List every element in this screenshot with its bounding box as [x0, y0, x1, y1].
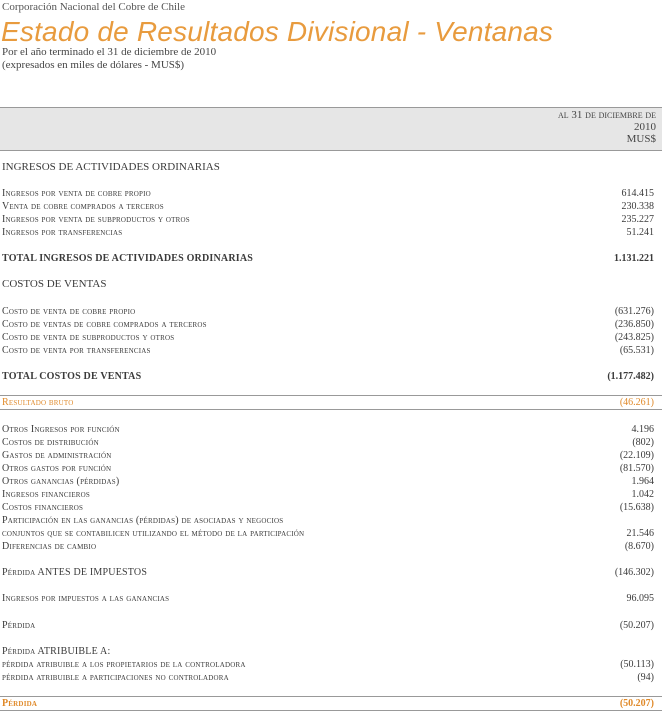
table-row — [0, 318, 662, 331]
row-label: Diferencias de cambio — [2, 541, 97, 552]
row-label: Costos de distribución — [2, 437, 99, 448]
table-row — [0, 619, 662, 632]
row-value: 614.415 — [621, 188, 654, 199]
row-label: Ingresos financieros — [2, 489, 91, 500]
table-row — [0, 592, 662, 605]
row-label: COSTOS DE VENTAS — [2, 278, 107, 290]
row-value: 230.338 — [621, 201, 654, 212]
row-value: (94) — [637, 672, 654, 683]
total-row — [0, 252, 662, 265]
subtitle-period: Por el año terminado el 31 de diciembre de 2010 — [2, 46, 217, 58]
table-row — [0, 161, 662, 174]
row-label: Otros ganancias (pérdidas) — [2, 476, 120, 487]
row-label: Gastos de administración — [2, 450, 112, 461]
row-label: pérdida atribuible a los propietarios de la controladora — [2, 659, 246, 670]
row-label: Otros Ingresos por función — [2, 424, 120, 435]
row-value: (46.261) — [619, 397, 654, 408]
row-label: Pérdida — [2, 698, 38, 709]
row-value: (243.825) — [614, 332, 654, 343]
table-row — [0, 305, 662, 318]
organization-name: Corporación Nacional del Cobre de Chile — [2, 1, 185, 13]
table-row — [0, 671, 662, 684]
page-subtitle — [2, 46, 216, 72]
row-label: conjuntos que se contabilicen utilizando el método de la participación — [2, 528, 305, 539]
table-row — [0, 501, 662, 514]
table-row — [0, 187, 662, 200]
row-value: 1.131.221 — [614, 253, 654, 264]
row-label: Otros gastos por función — [2, 463, 112, 474]
row-label: TOTAL INGRESOS DE ACTIVIDADES ORDINARIAS — [2, 253, 254, 264]
row-label: Pérdida — [2, 620, 36, 631]
table-row — [0, 331, 662, 344]
row-label: Ingresos por venta de cobre propio — [2, 188, 151, 199]
row-value: 96.095 — [626, 593, 654, 604]
row-value: (236.850) — [614, 319, 654, 330]
table-row — [0, 213, 662, 226]
table-row — [0, 658, 662, 671]
table-row — [0, 226, 662, 239]
row-value: 1.964 — [631, 476, 654, 487]
row-label: Costo de venta por transferencias — [2, 345, 151, 356]
table-row — [0, 527, 662, 540]
row-label: Pérdida ANTES DE IMPUESTOS — [2, 567, 148, 578]
row-label: TOTAL COSTOS DE VENTAS — [2, 371, 142, 382]
table-row — [0, 566, 662, 579]
row-label: Costo de ventas de cobre comprados a terceros — [2, 319, 207, 330]
row-value: (1.177.482) — [607, 371, 654, 382]
row-label: Venta de cobre comprados a terceros — [2, 201, 164, 212]
row-label: Costo de venta de subproductos y otros — [2, 332, 175, 343]
table-row — [0, 344, 662, 357]
column-header-date: al 31 de diciembre de — [558, 109, 656, 121]
row-label: Participación en las ganancias (pérdidas) de asociadas y negocios — [2, 515, 284, 526]
table-row — [0, 449, 662, 462]
row-value: (22.109) — [619, 450, 654, 461]
row-value: (50.113) — [620, 659, 654, 670]
highlight-row — [0, 395, 662, 410]
row-value: (802) — [632, 437, 654, 448]
row-label: INGRESOS DE ACTIVIDADES ORDINARIAS — [2, 161, 220, 173]
row-value: (631.276) — [614, 306, 654, 317]
table-row — [0, 540, 662, 553]
row-value: (65.531) — [619, 345, 654, 356]
row-label: Ingresos por venta de subproductos y otros — [2, 214, 190, 225]
table-row — [0, 488, 662, 501]
row-label: Ingresos por transferencias — [2, 227, 123, 238]
row-value: 4.196 — [631, 424, 654, 435]
highlight-row — [0, 696, 662, 711]
column-header-year: 2010 — [634, 121, 656, 133]
table-row — [0, 200, 662, 213]
table-row — [0, 475, 662, 488]
total-row — [0, 370, 662, 383]
table-row — [0, 462, 662, 475]
row-value: 1.042 — [631, 489, 654, 500]
subtitle-units: (expresados en miles de dólares - MUS$) — [2, 59, 185, 71]
column-header — [516, 109, 656, 145]
table-row — [0, 278, 662, 291]
row-value: (15.638) — [619, 502, 654, 513]
table-row — [0, 645, 662, 658]
row-value: (146.302) — [614, 567, 654, 578]
table-row — [0, 436, 662, 449]
row-value: (50.207) — [619, 620, 654, 631]
row-value: (81.570) — [619, 463, 654, 474]
row-label: Costos financieros — [2, 502, 84, 513]
row-value: 51.241 — [626, 227, 654, 238]
table-row — [0, 514, 662, 527]
row-label: pérdida atribuible a participaciones no controladora — [2, 672, 229, 683]
column-header-unit: MUS$ — [626, 133, 656, 145]
row-value: (8.670) — [624, 541, 654, 552]
row-value: (50.207) — [619, 698, 654, 709]
row-label: Pérdida ATRIBUIBLE A: — [2, 646, 111, 657]
row-value: 21.546 — [626, 528, 654, 539]
row-label: Resultado bruto — [2, 397, 74, 408]
row-label: Ingresos por impuestos a las ganancias — [2, 593, 170, 604]
table-row — [0, 423, 662, 436]
row-label: Costo de venta de cobre propio — [2, 306, 136, 317]
row-value: 235.227 — [621, 214, 654, 225]
page-title: Estado de Resultados Divisional - Ventanas — [1, 16, 554, 47]
